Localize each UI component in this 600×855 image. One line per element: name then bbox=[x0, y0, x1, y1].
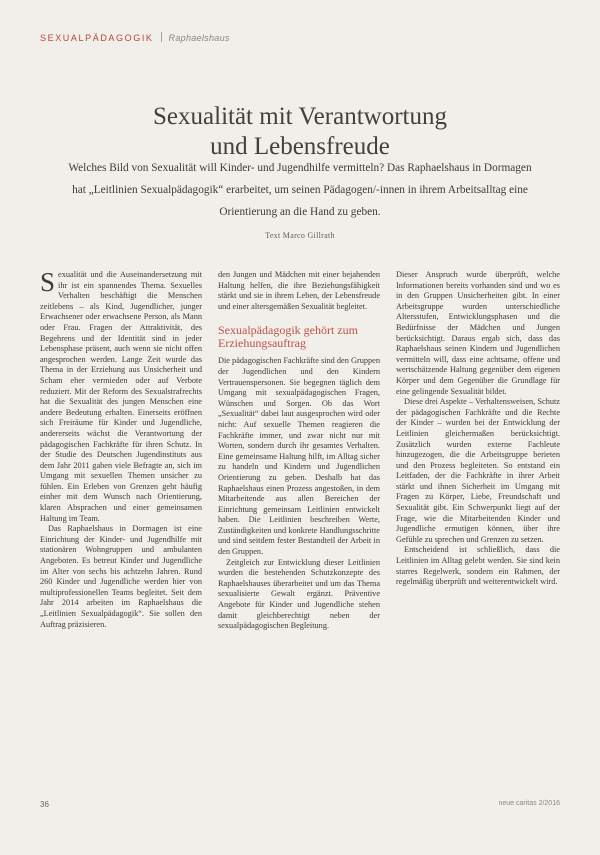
article-title-line-1: Sexualität mit Verantwortung bbox=[153, 103, 447, 130]
body-paragraph: Entscheidend ist schließlich, dass die Leitlinien im Alltag gelebt werden. Sie sind kein starres Regelwerk, sondern ein Rahmen, der regelmäßig überprüft und weiterentwickelt wird. bbox=[396, 545, 563, 587]
lead-line-2: hat „Leitlinien Sexualpädagogik“ erarbeitet, um seinen Pädagogen/-innen in ihrem Arbeitsalltag eine bbox=[72, 184, 528, 196]
section-subheading: Sexualpädagogik gehört zum Erziehungsauftrag bbox=[218, 323, 358, 351]
body-paragraph: Dieser Anspruch wurde überprüft, welche Informationen bereits vorhanden sind und wo es in den Gruppen Unsicherheiten gibt. In einer Arbeitsgruppe wurden unterschiedliche Altersstufen, Entwicklungsphasen und die Bedürfnisse der Mädchen und Jungen berücksichtigt. Daraus ergab sich, dass das Raphaelshaus seinen Kindern und Jugendlichen vermitteln will, dass eine achtsame, offene und wertschätzende Haltung gegenüber dem eigenen Körper und dem Gegenüber die Grundlage für eine gelingende Sexualität bildet. bbox=[396, 270, 563, 396]
body-paragraph bbox=[40, 267, 205, 524]
text-column-3 bbox=[396, 270, 563, 588]
text-column-2 bbox=[218, 270, 383, 632]
running-head bbox=[40, 32, 230, 43]
body-paragraph: Zeitgleich zur Entwicklung dieser Leitlinien wurden die bestehenden Schutzkonzepte des Raphaelshauses überarbeitet und um das Thema sexualisierte Gewalt ergänzt. Präventive Angebote für Kinder und Jugendliche stehen damit gleichberechtigt neben der sexualpädagogischen Begleitung. bbox=[218, 557, 383, 631]
section-label: Raphaelshaus bbox=[168, 33, 230, 43]
body-text: exualität und die Auseinandersetzung mit ihr ist ein spannendes Thema. Sexuelles Verhalten beschäftigt die Menschen zeitlebens – als Kind, Jugendlicher, junger Erwachsener oder erwachsene Person, als Mann oder Frau. Fragen der Attraktivität, des Begehrens und der Identität sind in jeder Lebensphase präsent, auch wenn sie nicht offen angesprochen werden. Lange Zeit wurde das Thema in der Erziehung aus Unsicherheit und Scham eher vermieden oder auf Verbote reduziert. Mit der Reform des Sexualstrafrechts hat die Sexualität des jungen Menschen eine andere Bedeutung erhalten. Einerseits eröffnen sich Freiräume für Kinder und Jugendliche, andererseits wächst die Verantwortung der pädagogischen Fachkräfte für ihren Schutz. In der Studie des Deutschen Jugendinstituts aus dem Jahr 2011 gaben viele Befragte an, sich im Umgang mit sexuellen Themen unsicher zu fühlen. Ein Erleben von Grenzen geht häufig einher mit dem Wunsch nach Orientierung, klaren Absprachen und einer gemeinsamen Haltung im Team. bbox=[40, 270, 205, 523]
body-paragraph: Die pädagogischen Fachkräfte sind den Gruppen der Jugendlichen und den Kindern Vertrauenspersonen. Sie begegnen täglich dem Umgang mit sexualpädagogischen Fragen, Wünschen und Sorgen. Ob das Wort „Sexualität“ dabei laut ausgesprochen wird oder nicht: Auf sexuelle Themen reagieren die Fachkräfte immer, und zwar nicht nur mit Worten, sondern durch ihr gesamtes Verhalten. Eine gemeinsame Haltung hilft, im Alltag sicher zu handeln und Kindern und Jugendlichen Orientierung zu geben. Deshalb hat das Raphaelshaus einen Prozess angestoßen, in dem Mitarbeitende aus allen Bereichen der Einrichtung gemeinsam Leitlinien entwickelt haben. Die Leitlinien beschreiben Werte, Zuständigkeiten und konkrete Handlungsschritte und sind seitdem fester Bestandteil der Arbeit in den Gruppen. bbox=[218, 356, 383, 557]
lead-line-1: Welches Bild von Sexualität will Kinder- und Jugendhilfe vermitteln? Das Raphaelshaus in Dormagen bbox=[68, 162, 532, 174]
text-column-1 bbox=[40, 267, 205, 630]
running-head-divider bbox=[161, 32, 162, 42]
lead-line-3: Orientierung an die Hand zu geben. bbox=[219, 206, 381, 218]
drop-cap: S bbox=[40, 267, 56, 297]
rubric-label: SEXUALPÄDAGOGIK bbox=[40, 33, 154, 43]
magazine-footer: neue caritas 2/2016 bbox=[498, 800, 560, 807]
body-paragraph: Diese drei Aspekte – Verhaltensweisen, Schutz der pädagogischen Fachkräfte und die Rechte der Kinder – wurden bei der Entwicklung der Leitlinien gleichermaßen berücksichtigt. Zusätzlich wurden externe Fachleute hinzugezogen, die die Arbeitsgruppe berieten und den Prozess begleiteten. So entstand ein Leitfaden, der die Fachkräfte in ihrer Arbeit stärkt und ihnen Sicherheit im Umgang mit Fragen zu Körper, Liebe, Freundschaft und Sexualität gibt. Ein Schwerpunkt liegt auf der Frage, wie die Mitarbeitenden Kinder und Jugendliche ermutigen können, über ihre Gefühle zu sprechen und Grenzen zu setzen. bbox=[396, 397, 563, 544]
body-paragraph: Das Raphaelshaus in Dormagen ist eine Einrichtung der Kinder- und Jugendhilfe mit stationären Wohngruppen und ambulanten Angeboten. Es betreut Kinder und Jugendliche im Alter von sechs bis achtzehn Jahren. Rund 260 Kinder und Jugendliche werden hier von multiprofessionellen Teams begleitet. Seit dem Jahr 2014 arbeiten im Raphaelshaus die „Leitlinien Sexualpädagogik“. Sie sollen den Auftrag präzisieren. bbox=[40, 524, 205, 629]
article-title-line-2: und Lebensfreude bbox=[210, 133, 390, 160]
page-number: 36 bbox=[40, 800, 49, 809]
author-byline: Text Marco Gillrath bbox=[265, 231, 335, 240]
body-paragraph: den Jungen und Mädchen mit einer bejahenden Haltung helfen, die ihre Beziehungsfähigkeit stärkt und sie in ihrem Leben, der Lebensfreude und einer altersgemäßen Sexualität begleitet. bbox=[218, 270, 383, 311]
